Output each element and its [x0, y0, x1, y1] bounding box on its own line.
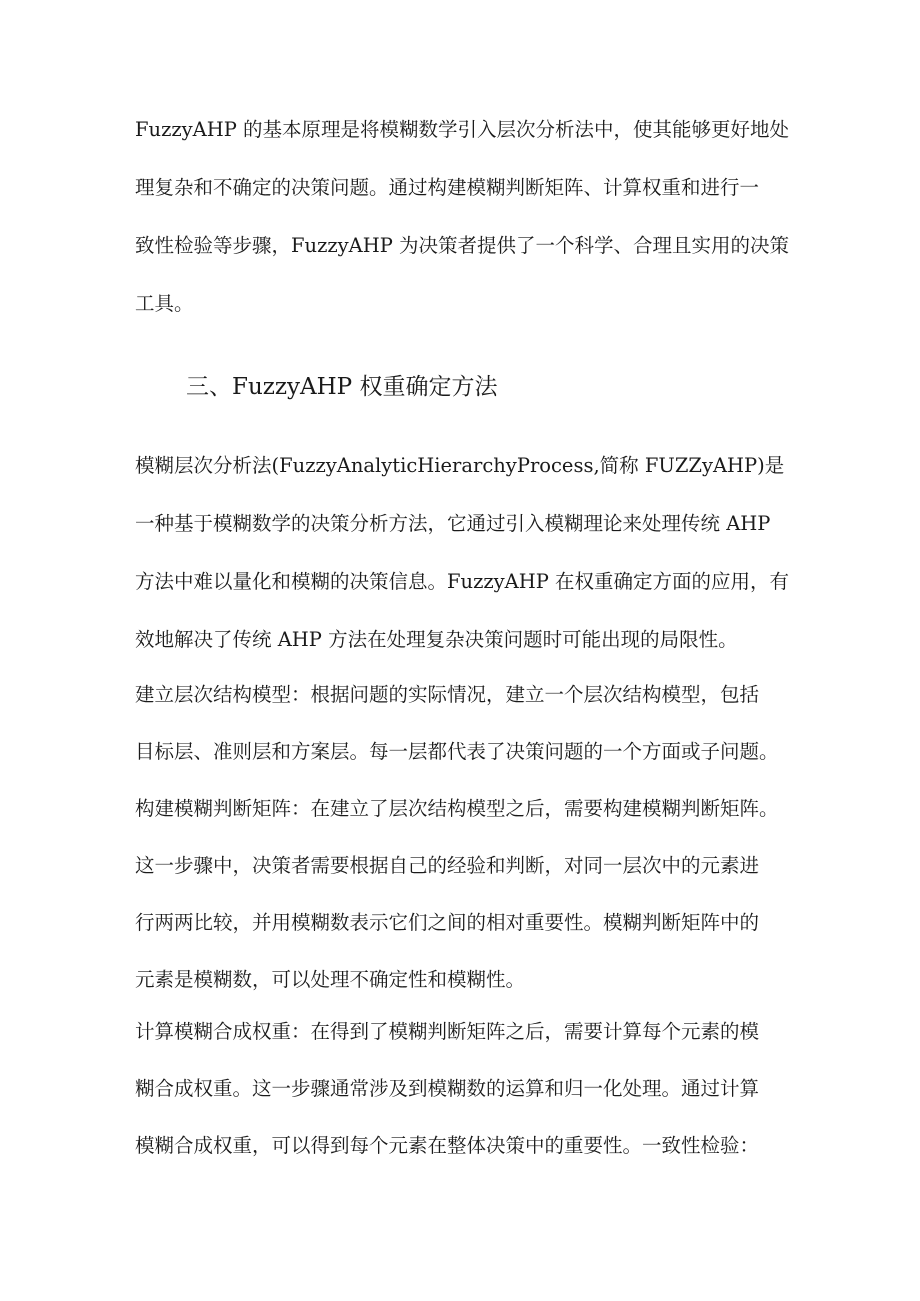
text-line: 目标层、准则层和方案层。每一层都代表了决策问题的一个方面或子问题。: [135, 740, 779, 763]
paragraph-hierarchy-model: [135, 666, 805, 780]
text-line: 元素是模糊数，可以处理不确定性和模糊性。: [135, 968, 526, 991]
paragraph-fuzzy-judgment-matrix: [135, 780, 805, 1008]
text-line: 理复杂和不确定的决策问题。通过构建模糊判断矩阵、计算权重和进行一: [135, 176, 760, 199]
text-line: 模糊合成权重，可以得到每个元素在整体决策中的重要性。一致性检验：: [135, 1134, 760, 1157]
paragraph-fuzzyahp-principle: [135, 101, 805, 333]
text-line: 致性检验等步骤，FuzzyAHP 为决策者提供了一个科学、合理且实用的决策: [135, 234, 790, 257]
paragraph-fuzzy-composite-weight: [135, 1003, 805, 1174]
section-heading: 三、FuzzyAHP 权重确定方法: [186, 374, 498, 400]
text-line: 建立层次结构模型：根据问题的实际情况，建立一个层次结构模型，包括: [135, 683, 760, 706]
text-line: 模糊层次分析法(FuzzyAnalyticHierarchyProcess,简称 FUZZyAHP)是: [135, 454, 785, 477]
text-line: 一种基于模糊数学的决策分析方法，它通过引入模糊理论来处理传统 AHP: [135, 512, 771, 535]
text-line: 构建模糊判断矩阵：在建立了层次结构模型之后，需要构建模糊判断矩阵。: [135, 797, 779, 820]
paragraph-fuzzyahp-definition: [135, 437, 805, 669]
text-line: FuzzyAHP 的基本原理是将模糊数学引入层次分析法中，使其能够更好地处: [135, 118, 790, 141]
text-line: 计算模糊合成权重：在得到了模糊判断矩阵之后，需要计算每个元素的模: [135, 1020, 760, 1043]
text-line: 糊合成权重。这一步骤通常涉及到模糊数的运算和归一化处理。通过计算: [135, 1077, 760, 1100]
text-line: 效地解决了传统 AHP 方法在处理复杂决策问题时可能出现的局限性。: [135, 628, 738, 651]
text-line: 这一步骤中，决策者需要根据自己的经验和判断，对同一层次中的元素进: [135, 854, 760, 877]
text-line: 工具。: [135, 292, 194, 315]
text-line: 方法中难以量化和模糊的决策信息。FuzzyAHP 在权重确定方面的应用，有: [135, 570, 790, 593]
text-line: 行两两比较，并用模糊数表示它们之间的相对重要性。模糊判断矩阵中的: [135, 911, 760, 934]
